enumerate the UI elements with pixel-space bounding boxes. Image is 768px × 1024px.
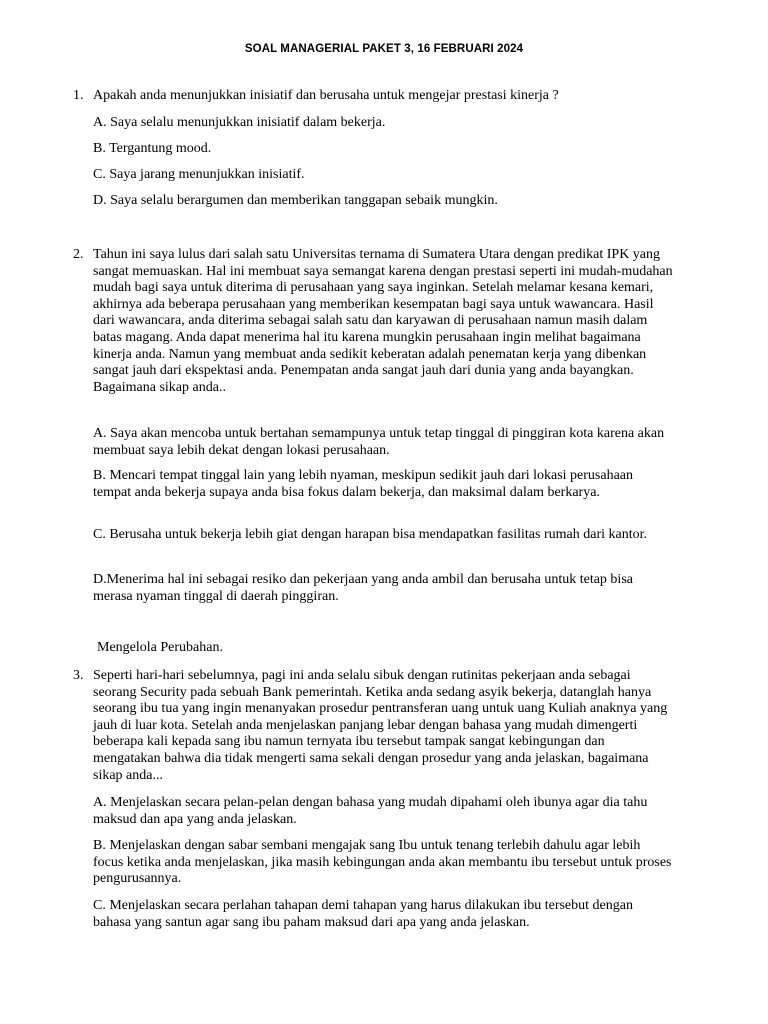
question-2-option-d: D.Menerima hal ini sebagai resiko dan pekerjaan yang anda ambil dan berusaha untuk tetap bisa merasa nyaman tinggal di daerah pinggiran. [93, 572, 633, 604]
question-1-option-d: D. Saya selalu berargumen dan memberikan tanggapan sebaik mungkin. [93, 193, 498, 208]
question-1-option-b: B. Tergantung mood. [93, 141, 212, 156]
question-1-number: 1. [73, 88, 84, 103]
question-2-text: Tahun ini saya lulus dari salah satu Universitas ternama di Sumatera Utara dengan predikat IPK yang sangat memuaskan. Hal ini membuat saya semangat karena dengan prestasi seperti ini mudah-mudahan mudah bagi saya untuk diterima di perusahaan yang saya inginkan. Setelah melamar kesana kemari, akhirnya ada beberapa perusahaan yang memberikan kesempatan bagi saya untuk wawancara. Hasil dari wawancara, anda diterima sebagai salah satu dan karyawan di perusahaan namun masih dalam batas magang. Anda dapat menerima hal itu karena mungkin perusahaan ingin melihat bagaimana kinerja anda. Namun yang membuat anda sedikit keberatan adalah penematan kerja yang dibenkan sangat jauh dari ekspektasi anda. Penempatan anda sangat jauh dari dunia yang anda bayangkan. Bagaimana sikap anda.. [93, 247, 673, 395]
question-1-option-c: C. Saya jarang menunjukkan inisiatif. [93, 167, 305, 182]
question-3-number: 3. [73, 668, 84, 683]
question-2-option-c: C. Berusaha untuk bekerja lebih giat dengan harapan bisa mendapatkan fasilitas rumah dari kantor. [93, 527, 647, 542]
question-2-option-a: A. Saya akan mencoba untuk bertahan semampunya untuk tetap tinggal di pinggiran kota karena akan membuat saya lebih dekat dengan lokasi perusahaan. [93, 426, 665, 458]
question-1-option-a: A. Saya selalu menunjukkan inisiatif dalam bekerja. [93, 115, 386, 130]
question-1-text: Apakah anda menunjukkan inisiatif dan berusaha untuk mengejar prestasi kinerja ? [93, 88, 559, 103]
section-heading: Mengelola Perubahan. [97, 640, 223, 655]
document-title: SOAL MANAGERIAL PAKET 3, 16 FEBRUARI 2024 [244, 43, 524, 55]
question-3-text: Seperti hari-hari sebelumnya, pagi ini anda selalu sibuk dengan rutinitas pekerjaan anda sebagai seorang Security pada sebuah Bank pemerintah. Ketika anda sedang asyik bekerja, datanglah hanya seorang ibu tua yang ingin menanyakan prosedur pentransferan uang untuk uang Kuliah anaknya yang jauh di luar kota. Setelah anda menjelaskan panjang lebar dengan bahasa yang mudah dimengerti beberapa kali kepada sang ibu namun ternyata ibu tersebut tampak sangat kebingungan dan mengatakan bahwa dia tidak mengerti sama sekali dengan prosedur yang anda jelaskan, bagaimana sikap anda... [93, 668, 668, 783]
question-3-option-c: C. Menjelaskan secara perlahan tahapan demi tahapan yang harus dilakukan ibu tersebut dengan bahasa yang santun agar sang ibu paham maksud dari apa yang anda jelaskan. [93, 898, 633, 930]
question-2-number: 2. [73, 247, 84, 262]
question-2-option-b: B. Mencari tempat tinggal lain yang lebih nyaman, meskipun sedikit jauh dari lokasi perusahaan tempat anda bekerja supaya anda bisa fokus dalam bekerja, dan maksimal dalam berkarya. [93, 468, 634, 500]
question-3-option-b: B. Menjelaskan dengan sabar sembani mengajak sang Ibu untuk tenang terlebih dahulu agar lebih focus ketika anda menjelaskan, jika masih kebingungan anda akan membantu ibu tersebut untuk proses pengurusannya. [93, 838, 672, 887]
question-3-option-a: A. Menjelaskan secara pelan-pelan dengan bahasa yang mudah dipahami oleh ibunya agar dia tahu maksud dan apa yang anda jelaskan. [93, 795, 648, 827]
